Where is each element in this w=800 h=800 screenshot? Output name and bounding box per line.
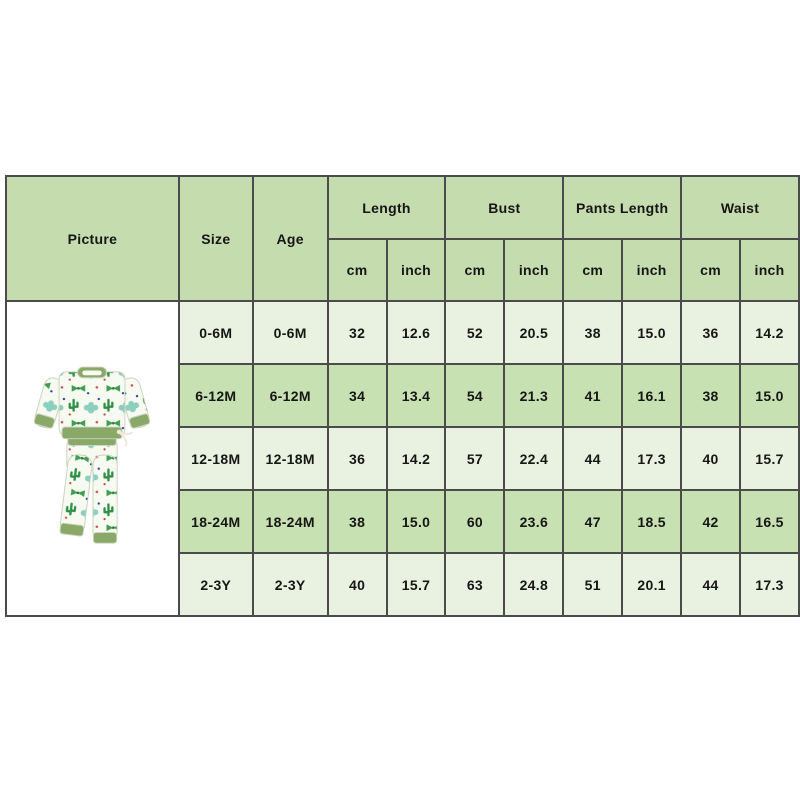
product-image-cell	[6, 301, 179, 616]
bust-inch-cell: 21.3	[504, 364, 563, 427]
pants-cm-cell: 41	[563, 364, 622, 427]
unit-cell-waist-cm: cm	[681, 239, 740, 301]
sweatshirt	[33, 367, 151, 439]
size-cell: 6-12M	[179, 364, 253, 427]
size-cell: 2-3Y	[179, 553, 253, 616]
unit-cell-length-cm: cm	[328, 239, 387, 301]
age-cell: 0-6M	[253, 301, 328, 364]
group-header-pants-length: Pants Length	[563, 176, 681, 239]
product-image	[7, 361, 178, 557]
size-cell: 18-24M	[179, 490, 253, 553]
length-cm-cell: 32	[328, 301, 387, 364]
length-cm-cell: 36	[328, 427, 387, 490]
pants-inch-cell: 16.1	[622, 364, 681, 427]
size-cell: 12-18M	[179, 427, 253, 490]
unit-cell-pants-cm: cm	[563, 239, 622, 301]
pants-cm-cell: 38	[563, 301, 622, 364]
size-chart-table	[5, 175, 800, 617]
waist-inch-cell: 17.3	[740, 553, 799, 616]
waist-cm-cell: 38	[681, 364, 740, 427]
bust-inch-cell: 20.5	[504, 301, 563, 364]
group-header-waist: Waist	[681, 176, 799, 239]
length-inch-cell: 12.6	[387, 301, 446, 364]
bust-cm-cell: 54	[445, 364, 504, 427]
bust-inch-cell: 24.8	[504, 553, 563, 616]
unit-cell-bust-cm: cm	[445, 239, 504, 301]
waist-cm-cell: 42	[681, 490, 740, 553]
group-header-length: Length	[328, 176, 446, 239]
age-header-cell: Age	[253, 176, 328, 301]
length-cm-cell: 40	[328, 553, 387, 616]
waist-inch-cell: 15.0	[740, 364, 799, 427]
length-inch-cell: 13.4	[387, 364, 446, 427]
length-cm-cell: 34	[328, 364, 387, 427]
bust-cm-cell: 63	[445, 553, 504, 616]
bust-cm-cell: 52	[445, 301, 504, 364]
group-header-bust: Bust	[445, 176, 563, 239]
size-cell: 0-6M	[179, 301, 253, 364]
pants-inch-cell: 15.0	[622, 301, 681, 364]
waist-cm-cell: 36	[681, 301, 740, 364]
size-header-cell: Size	[179, 176, 253, 301]
bust-inch-cell: 23.6	[504, 490, 563, 553]
unit-cell-pants-inch: inch	[622, 239, 681, 301]
bust-inch-cell: 22.4	[504, 427, 563, 490]
age-cell: 6-12M	[253, 364, 328, 427]
pants-cm-cell: 51	[563, 553, 622, 616]
unit-cell-length-inch: inch	[387, 239, 446, 301]
bust-cm-cell: 60	[445, 490, 504, 553]
length-inch-cell: 14.2	[387, 427, 446, 490]
pants-cm-cell: 47	[563, 490, 622, 553]
pants-inch-cell: 18.5	[622, 490, 681, 553]
table-row	[6, 301, 799, 364]
pants-cm-cell: 44	[563, 427, 622, 490]
waist-cm-cell: 44	[681, 553, 740, 616]
baby-outfit-image	[32, 361, 152, 557]
length-inch-cell: 15.0	[387, 490, 446, 553]
header-group-row	[6, 176, 799, 239]
waist-cm-cell: 40	[681, 427, 740, 490]
waist-inch-cell: 15.7	[740, 427, 799, 490]
age-cell: 12-18M	[253, 427, 328, 490]
pants	[60, 436, 118, 542]
unit-cell-bust-inch: inch	[504, 239, 563, 301]
unit-cell-waist-inch: inch	[740, 239, 799, 301]
pants-inch-cell: 20.1	[622, 553, 681, 616]
waist-inch-cell: 16.5	[740, 490, 799, 553]
waist-inch-cell: 14.2	[740, 301, 799, 364]
age-cell: 18-24M	[253, 490, 328, 553]
bust-cm-cell: 57	[445, 427, 504, 490]
length-cm-cell: 38	[328, 490, 387, 553]
length-inch-cell: 15.7	[387, 553, 446, 616]
picture-header-cell: Picture	[6, 176, 179, 301]
pants-inch-cell: 17.3	[622, 427, 681, 490]
age-cell: 2-3Y	[253, 553, 328, 616]
